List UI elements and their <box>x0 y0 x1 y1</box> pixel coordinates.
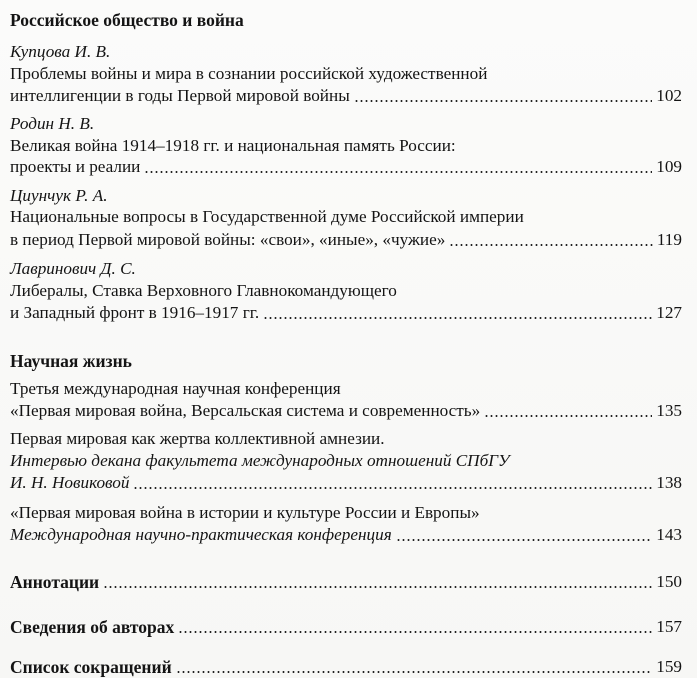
entry-title-line: Проблемы войны и мира в сознании российской художественной <box>10 64 488 83</box>
dot-leader <box>178 631 652 633</box>
dot-leader <box>354 100 652 102</box>
section-heading-annotations: Аннотации <box>10 572 100 592</box>
section-heading-science-life: Научная жизнь <box>10 351 132 371</box>
entry-title-line: Третья международная научная конференция <box>10 379 341 398</box>
entry-title-line: Национальные вопросы в Государственной думе Российской империи <box>10 207 524 226</box>
page-number: 109 <box>656 157 682 176</box>
page-number: 150 <box>656 572 682 591</box>
entry-title-line: «Первая мировая война, Версальская система и современность» <box>10 401 481 420</box>
dot-leader <box>263 317 652 319</box>
dot-leader <box>176 671 653 673</box>
dot-leader <box>449 244 653 246</box>
entry-title-line: «Первая мировая война в истории и культуре России и Европы» <box>10 503 480 522</box>
entry-title-line: интеллигенции в годы Первой мировой войны <box>10 86 350 105</box>
dot-leader <box>103 586 652 588</box>
page-number: 157 <box>656 617 682 636</box>
entry-author: Циунчук Р. А. <box>10 186 108 205</box>
toc-entry-row[interactable] <box>10 473 682 493</box>
toc-entry-row-authors[interactable] <box>10 617 682 637</box>
section-heading-society-war: Российское общество и война <box>10 10 244 30</box>
page-number: 138 <box>656 473 682 492</box>
entry-title-line: проекты и реалии <box>10 157 141 176</box>
entry-title-line: в период Первой мировой войны: «свои», «иные», «чужие» <box>10 230 446 249</box>
dot-leader <box>144 171 652 173</box>
toc-entry-row[interactable] <box>10 86 682 106</box>
entry-subtitle-line: Международная научно-практическая конференция <box>10 525 392 544</box>
page-number: 135 <box>656 401 682 420</box>
entry-author: Лавринович Д. С. <box>10 259 136 278</box>
toc-entry-row[interactable] <box>10 401 682 421</box>
entry-title-line: и Западный фронт в 1916–1917 гг. <box>10 303 260 322</box>
toc-entry-row[interactable] <box>10 230 682 250</box>
entry-author: Купцова И. В. <box>10 42 111 61</box>
entry-title-line: Первая мировая как жертва коллективной амнезии. <box>10 429 385 448</box>
toc-entry-row[interactable] <box>10 303 682 323</box>
entry-subtitle-line: Интервью декана факультета международных отношений СПбГУ <box>10 451 510 470</box>
entry-title-line: Либералы, Ставка Верховного Главнокомандующего <box>10 281 397 300</box>
toc-entry-row-annotations[interactable] <box>10 572 682 592</box>
page-number: 143 <box>656 525 682 544</box>
entry-subtitle-line: И. Н. Новиковой <box>10 473 130 492</box>
page-number: 159 <box>656 657 682 676</box>
dot-leader <box>133 487 652 489</box>
entry-author: Родин Н. В. <box>10 114 95 133</box>
page-number: 119 <box>656 230 682 249</box>
entry-title-line: Великая война 1914–1918 гг. и национальная память России: <box>10 136 456 155</box>
page-number: 102 <box>656 86 682 105</box>
dot-leader <box>484 415 652 417</box>
toc-entry-row-abbreviations[interactable] <box>10 657 682 677</box>
page-number: 127 <box>656 303 682 322</box>
dot-leader <box>396 539 653 541</box>
toc-entry-row[interactable] <box>10 157 682 177</box>
section-heading-abbreviations: Список сокращений <box>10 657 172 677</box>
section-heading-authors: Сведения об авторах <box>10 617 175 637</box>
toc-entry-row[interactable] <box>10 525 682 545</box>
